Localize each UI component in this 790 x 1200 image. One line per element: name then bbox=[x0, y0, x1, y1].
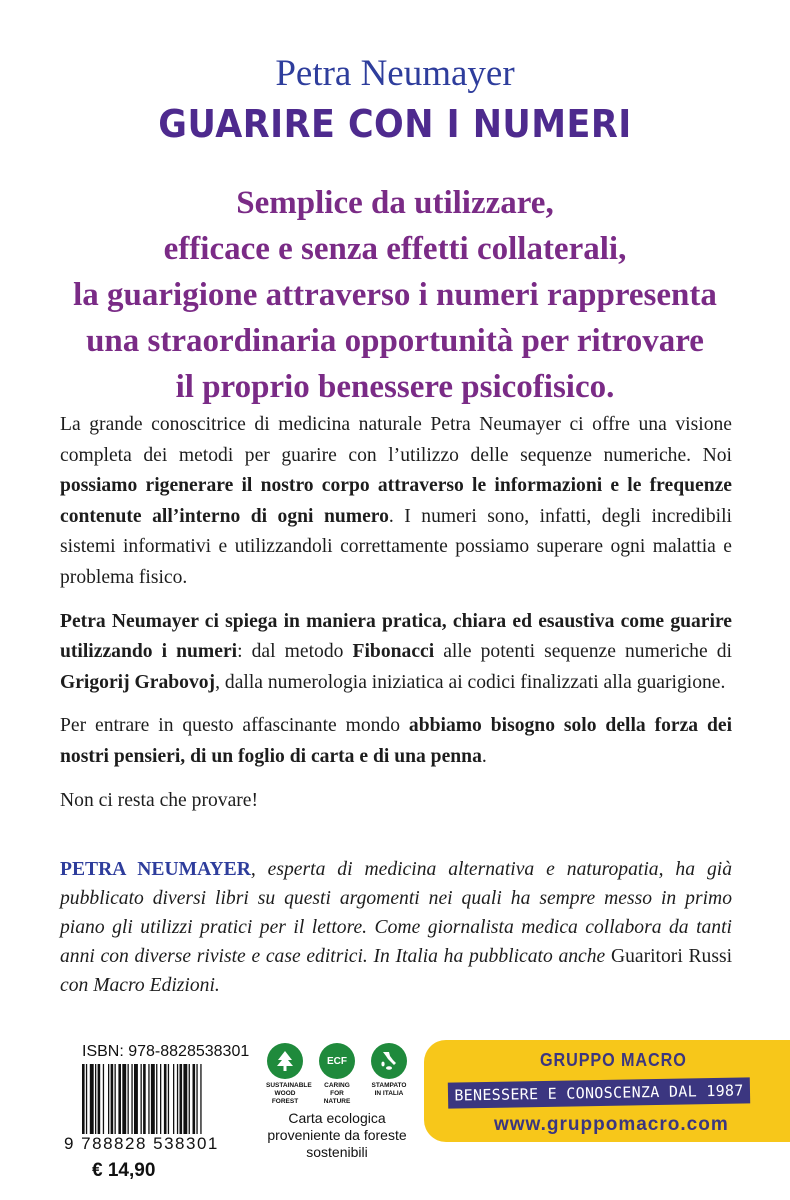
barcode-bar bbox=[183, 1064, 187, 1134]
tagline-line: il proprio benessere psicofisico. bbox=[175, 369, 615, 405]
barcode-bar bbox=[95, 1064, 96, 1134]
barcode-bar bbox=[156, 1064, 157, 1134]
barcode-digits: 9 788828 538301 bbox=[64, 1134, 219, 1153]
barcode-bar bbox=[122, 1064, 126, 1134]
barcode-bar bbox=[143, 1064, 146, 1134]
badge-italy bbox=[370, 1043, 408, 1098]
isbn-label: ISBN: 978-8828538301 bbox=[82, 1043, 250, 1060]
paragraph-closing: Non ci resta che provare! bbox=[60, 789, 259, 811]
tagline-line: la guarigione attraverso i numeri rappresenta bbox=[73, 277, 717, 313]
bold-text: Fibonacci bbox=[352, 641, 435, 663]
barcode-bar bbox=[90, 1064, 94, 1134]
barcode-bar bbox=[193, 1064, 196, 1134]
badge-ecf bbox=[318, 1043, 356, 1106]
text: . I numeri sono, infatti, degli incredibili sistemi informativi e utilizzandoli correttamente possiamo superare ogni malattia e problema fisico. bbox=[60, 505, 732, 588]
badge-label: STAMPATO IN ITALIA bbox=[371, 1082, 407, 1097]
text: . bbox=[481, 745, 487, 767]
barcode-bar bbox=[115, 1064, 116, 1134]
barcode-bar bbox=[131, 1064, 132, 1134]
badge-sustainable bbox=[266, 1043, 312, 1106]
text: , dalla numerologia iniziatica ai codici finalizzati alla guarigione. bbox=[215, 671, 726, 693]
bold-text: Grigorij Grabovoj bbox=[60, 671, 216, 693]
author-bio bbox=[60, 855, 732, 1000]
bold-text: possiamo rigenerare il nostro corpo attraverso le informazioni e le frequenze contenute all’interno di ogni numero bbox=[60, 475, 732, 527]
barcode-bar bbox=[82, 1064, 85, 1134]
bio-text: con Macro Edizioni. bbox=[60, 975, 220, 996]
book-title: GUARIRE CON I NUMERI bbox=[158, 102, 632, 146]
barcode-bar bbox=[151, 1064, 155, 1134]
description bbox=[60, 410, 732, 829]
text: Per entrare in questo affascinante mondo bbox=[60, 715, 409, 737]
barcode-icon bbox=[80, 1064, 250, 1144]
barcode-bar bbox=[168, 1064, 169, 1134]
bio-book-title: Guaritori Russi bbox=[610, 946, 733, 967]
tree-icon bbox=[267, 1043, 303, 1079]
barcode-bar bbox=[173, 1064, 174, 1134]
barcode-bar bbox=[128, 1064, 129, 1134]
barcode-bar bbox=[180, 1064, 183, 1134]
publisher-name: GRUPPO MACRO bbox=[540, 1050, 687, 1070]
barcode-bar bbox=[177, 1064, 178, 1134]
paragraph-requirements bbox=[60, 711, 732, 772]
barcode-bar bbox=[189, 1064, 190, 1134]
barcode-bar bbox=[86, 1064, 87, 1134]
bold-text: Petra Neumayer ci spiega in maniera pratica, chiara ed esaustiva come guarire utilizzando i numeri bbox=[60, 610, 732, 663]
tagline-line: una straordinaria opportunità per ritrovare bbox=[86, 323, 704, 359]
ecf-icon: ECF bbox=[319, 1043, 355, 1079]
badge-label: SUSTAINABLE WOOD FOREST bbox=[266, 1082, 312, 1105]
price: € 14,90 bbox=[92, 1160, 156, 1181]
tagline-line: efficace e senza effetti collaterali, bbox=[163, 231, 627, 267]
paragraph-method bbox=[60, 607, 732, 699]
barcode-bar bbox=[200, 1064, 201, 1134]
barcode-bar bbox=[134, 1064, 138, 1134]
bold-text: abbiamo bisogno solo della forza dei nostri pensieri, di un foglio di carta e di una penna bbox=[60, 715, 733, 767]
publisher-slogan: BENESSERE E CONOSCENZA DAL 1987 bbox=[448, 1077, 750, 1108]
publisher-url[interactable]: www.gruppomacro.com bbox=[494, 1114, 729, 1135]
tagline bbox=[40, 180, 750, 410]
paragraph-intro bbox=[60, 410, 732, 594]
barcode-bar bbox=[148, 1064, 149, 1134]
bio-author-name: PETRA NEUMAYER bbox=[60, 859, 251, 880]
bio-text: , esperta di medicina alternativa e naturopatia, ha già pubblicato diversi libri su questi argomenti nei quali ha sempre messo in primo piano gli utilizzi pratici per il lettore. Come giornalista medica collabora da tanti anni con diverse riviste e case editrici. In Italia ha pubblicato anche bbox=[60, 859, 732, 967]
barcode-bar bbox=[103, 1064, 104, 1134]
text: La grande conoscitrice di medicina naturale Petra Neumayer ci offre una visione completa dei metodi per guarire con l’utilizzo delle sequenze numeriche. Noi bbox=[60, 414, 732, 466]
barcode-bar bbox=[141, 1064, 142, 1134]
text: alle potenti sequenze numeriche di bbox=[434, 641, 732, 663]
badge-label: CARING FOR NATURE bbox=[323, 1082, 351, 1105]
barcode-bar bbox=[196, 1064, 197, 1134]
eco-paper-note: Carta ecologica proveniente da foreste sostenibili bbox=[267, 1110, 407, 1160]
barcode-bar bbox=[98, 1064, 101, 1134]
barcode-bar bbox=[118, 1064, 121, 1134]
italy-map-icon bbox=[371, 1043, 407, 1079]
barcode-bar bbox=[164, 1064, 167, 1134]
barcode-bar bbox=[108, 1064, 109, 1134]
tagline-line: Semplice da utilizzare, bbox=[236, 185, 554, 221]
barcode-bar bbox=[160, 1064, 161, 1134]
text: : dal metodo bbox=[237, 641, 353, 663]
author-name: Petra Neumayer bbox=[275, 53, 515, 94]
barcode-bar bbox=[111, 1064, 114, 1134]
